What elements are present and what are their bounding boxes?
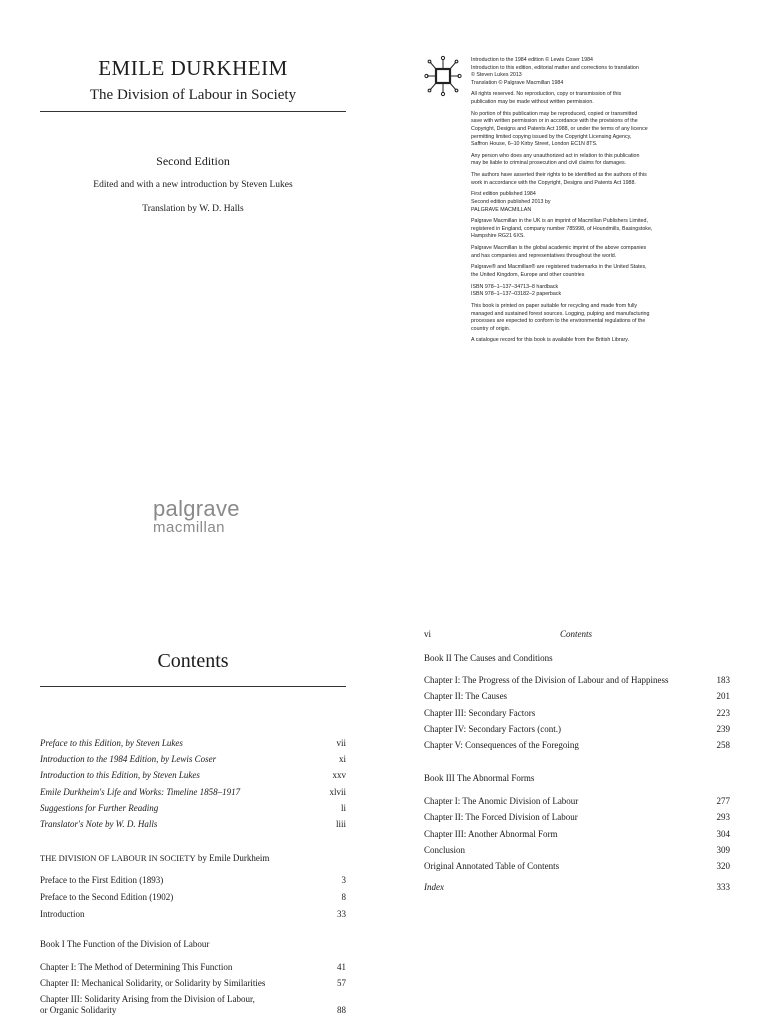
toc-entry-title (40, 978, 316, 989)
toc-entry[interactable] (40, 978, 346, 989)
toc-entry-title (424, 724, 700, 735)
copyright-paragraph (471, 284, 711, 299)
copyright-line: Second edition published 2013 by (471, 198, 551, 205)
toc-entry-title-line: Emile Durkheim's Life and Works: Timeline 1858–1917 (40, 786, 241, 797)
toc-entry-title (40, 803, 316, 814)
toc-entry[interactable] (40, 909, 346, 920)
book-3-heading: Book III The Abnormal Forms (424, 773, 535, 783)
toc-entry-title (424, 675, 700, 686)
copyright-line: processes are expected to conform to the environmental regulations of the (471, 318, 646, 325)
toc-page-number: 57 (337, 978, 346, 989)
copyright-line: This book is printed on paper suitable for recycling and made from fully (471, 302, 638, 309)
copyright-line: No portion of this publication may be reproduced, copied or transmitted (471, 110, 638, 117)
copyright-paragraph (471, 57, 711, 87)
copyright-page (384, 0, 768, 600)
toc-entry-title-line: Chapter III: Solidarity Arising from the Division of Labour, (40, 994, 255, 1005)
toc-entry-title (40, 994, 316, 1016)
copyright-line: and has companies and representatives throughout the world. (471, 252, 617, 259)
toc-entry[interactable] (40, 738, 346, 749)
toc-page-number: 333 (716, 882, 730, 892)
book-1-heading: Book I The Function of the Division of Labour (40, 939, 210, 949)
toc-entry[interactable] (40, 962, 346, 973)
copyright-line: Palgrave Macmillan in the UK is an imprint of Macmillan Publishers Limited, (471, 218, 648, 225)
toc-entry-title (424, 708, 700, 719)
toc-entry[interactable] (424, 845, 730, 856)
toc-entry-title (424, 829, 700, 840)
toc-page-number: 304 (716, 828, 730, 839)
copyright-line: Palgrave® and Macmillan® are registered trademarks in the United States, (471, 264, 647, 271)
toc-entry[interactable] (424, 829, 730, 840)
copyright-line: The authors have asserted their rights to be identified as the authors of this (471, 172, 647, 179)
copyright-line: registered in England, company number 785998, of Houndmills, Basingstoke, (471, 225, 653, 232)
copyright-line: ISBN 978–1–137–03182–2 paperback (471, 291, 562, 298)
toc-entry-title (424, 882, 700, 893)
toc-page-number: xi (338, 754, 346, 765)
toc-page-number: 223 (716, 707, 730, 718)
publisher-logo-line1: palgrave (153, 496, 240, 521)
copyright-line: Any person who does any unauthorized act in relation to this publication (471, 152, 640, 159)
toc-entry-title-line: Introduction (40, 908, 85, 919)
contents-divider (40, 686, 346, 687)
toc-entry-title-line: Preface to the Second Edition (1902) (40, 891, 174, 902)
toc-page-number: 201 (716, 691, 730, 702)
toc-entry[interactable] (40, 754, 346, 765)
copyright-paragraph (471, 303, 711, 333)
toc-entry-title (424, 845, 700, 856)
copyright-line: © Steven Lukes 2013 (471, 72, 522, 79)
toc-entry-title (40, 909, 316, 920)
toc-entry[interactable] (424, 675, 730, 686)
toc-entry-title-line: Suggestions for Further Reading (40, 802, 159, 813)
copyright-paragraph (471, 153, 711, 168)
book-title: The Division of Labour in Society (89, 87, 297, 103)
toc-page-number: 3 (341, 875, 346, 885)
toc-entry[interactable] (424, 708, 730, 719)
editor-credit: Edited and with a new introduction by Steven Lukes (93, 180, 293, 190)
toc-entry-title-line: Chapter V: Consequences of the Foregoing (424, 740, 579, 751)
toc-entry-title (40, 962, 316, 973)
copyright-line: Saffron House, 6–10 Kirby Street, London EC1N 8TS. (471, 141, 598, 148)
copyright-text (471, 57, 711, 349)
toc-entry-title-line: Introduction to the 1984 Edition, by Lewis Coser (40, 754, 217, 765)
copyright-line: Copyright, Designs and Patents Act 1988, or under the terms of any licence (471, 125, 648, 132)
toc-page-number: 183 (716, 675, 730, 685)
toc-page-number: xlvii (329, 786, 346, 797)
copyright-line: the United Kingdom, Europe and other countries (471, 272, 585, 278)
title-divider (40, 111, 346, 112)
toc-entry-title-line: Preface to the First Edition (1893) (40, 875, 164, 885)
copyright-line: managed and sustained forest sources. Logging, pulping and manufacturing (471, 310, 650, 317)
copyright-line: All rights reserved. No reproduction, copy or transmission of this (471, 91, 622, 98)
copyright-line: ISBN 978–1–137–34713–8 hardback (471, 283, 559, 290)
folio-number: vi (424, 629, 432, 639)
toc-entry-title (424, 812, 700, 823)
publisher-logo-line2: macmillan (153, 519, 226, 536)
copyright-line: A catalogue record for this book is available from the British Library. (471, 337, 630, 344)
toc-entry[interactable] (40, 994, 346, 1016)
toc-entry[interactable] (424, 724, 730, 735)
contents-page-1 (0, 600, 384, 1024)
title-page (0, 0, 384, 600)
copyright-line: country of origin. (471, 325, 511, 332)
toc-entry[interactable] (424, 861, 730, 872)
toc-page-number: 277 (716, 796, 730, 806)
toc-entry-title-line: Chapter II: The Causes (424, 691, 508, 702)
main-work-author: by Emile Durkheim (195, 853, 270, 863)
toc-entry-title-line: Original Annotated Table of Contents (424, 861, 560, 872)
copyright-line: Palgrave Macmillan is the global academic imprint of the above companies (471, 245, 647, 252)
toc-entry-title-line: Chapter III: Another Abnormal Form (424, 828, 558, 839)
contents-heading: Contents (157, 650, 229, 672)
copyright-line: save with written permission or in accordance with the provisions of the (471, 118, 638, 125)
toc-entry-title-line: Chapter II: The Forced Division of Labour (424, 812, 578, 823)
toc-entry-title-line: Preface to this Edition, by Steven Lukes (40, 738, 183, 748)
copyright-line: may be liable to criminal prosecution and civil claims for damages. (471, 160, 627, 167)
copyright-line: First edition published 1984 (471, 191, 536, 198)
toc-page-number: 41 (337, 962, 346, 972)
toc-entry-title-line: or Organic Solidarity (40, 1005, 117, 1016)
toc-entry[interactable] (40, 787, 346, 798)
copyright-paragraph (471, 191, 711, 214)
copyright-line: Hampshire RG21 6XS. (471, 233, 525, 240)
copyright-line: permitting limited copying issued by the Copyright Licensing Agency, (471, 133, 632, 140)
toc-page-number: 309 (716, 844, 730, 855)
toc-entry[interactable] (424, 691, 730, 702)
toc-entry-title (40, 892, 316, 903)
copyright-paragraph (471, 218, 711, 241)
running-head: Contents (560, 629, 593, 639)
toc-entry-title (40, 754, 316, 765)
copyright-paragraph (471, 337, 711, 345)
toc-entry[interactable] (40, 803, 346, 814)
toc-page-number: liii (335, 819, 346, 829)
toc-entry-title (40, 738, 316, 749)
toc-entry[interactable] (40, 770, 346, 781)
toc-page-number: 293 (716, 812, 730, 823)
toc-page-number: vii (336, 738, 346, 748)
edition-label: Second Edition (156, 154, 230, 168)
toc-entry[interactable] (424, 882, 730, 893)
toc-page-number: 8 (341, 891, 346, 902)
toc-entry-title-line: Chapter I: The Progress of the Division of Labour and of Happiness (424, 675, 669, 685)
toc-page-number: 239 (716, 723, 730, 734)
translator-credit: Translation by W. D. Halls (142, 204, 244, 214)
copyright-line: PALGRAVE MACMILLAN (471, 206, 532, 213)
toc-page-number: li (340, 802, 346, 813)
toc-entry-title-line: Introduction to this Edition, by Steven Lukes (40, 770, 200, 781)
toc-entry-title-line: Index (424, 882, 444, 892)
book-2-heading: Book II The Causes and Conditions (424, 653, 553, 663)
toc-entry-title-line: Translator's Note by W. D. Halls (40, 819, 158, 829)
toc-entry[interactable] (40, 875, 346, 886)
main-work-heading (40, 853, 269, 863)
toc-entry[interactable] (424, 796, 730, 807)
toc-entry-title (40, 787, 316, 798)
toc-entry[interactable] (424, 812, 730, 823)
toc-entry-title-line: Chapter II: Mechanical Solidarity, or Solidarity by Similarities (40, 978, 266, 989)
copyright-line: Translation © Palgrave Macmillan 1984 (471, 79, 564, 86)
toc-entry-title-line: Chapter III: Secondary Factors (424, 707, 536, 718)
main-work-title: THE DIVISION OF LABOUR IN SOCIETY (40, 853, 196, 863)
copyright-line: publication may be made without written permission. (471, 99, 594, 106)
book-author: EMILE DURKHEIM (98, 56, 288, 80)
toc-entry[interactable] (40, 819, 346, 830)
toc-entry-title (40, 875, 316, 886)
toc-page-number: 258 (716, 740, 730, 751)
toc-entry-title (40, 819, 316, 830)
toc-page-number: 33 (337, 908, 346, 919)
toc-entry-title (40, 770, 316, 781)
copyright-paragraph (471, 172, 711, 187)
toc-entry-title (424, 691, 700, 702)
copyright-line: Introduction to the 1984 edition © Lewis Coser 1984 (471, 57, 593, 63)
toc-entry-title (424, 740, 700, 751)
toc-page-number: 320 (716, 861, 730, 872)
ornamental-emblem-icon (424, 54, 462, 98)
toc-entry-title-line: Chapter IV: Secondary Factors (cont.) (424, 723, 562, 734)
toc-page-number: xxv (332, 770, 346, 781)
copyright-paragraph (471, 264, 711, 279)
toc-entry-title-line: Chapter I: The Anomic Division of Labour (424, 796, 579, 806)
copyright-paragraph (471, 245, 711, 260)
copyright-line: work in accordance with the Copyright, Designs and Patents Act 1988. (471, 179, 636, 186)
copyright-line: Introduction to this edition, editorial matter and corrections to translation (471, 64, 639, 71)
copyright-paragraph (471, 91, 711, 106)
toc-entry[interactable] (424, 740, 730, 751)
contents-page-2 (384, 600, 768, 1024)
copyright-paragraph (471, 111, 711, 149)
toc-entry-title (424, 796, 700, 807)
toc-entry[interactable] (40, 892, 346, 903)
toc-entry-title (424, 861, 700, 872)
toc-entry-title-line: Conclusion (424, 844, 466, 855)
toc-page-number: 88 (337, 1005, 346, 1016)
toc-entry-title-line: Chapter I: The Method of Determining This Function (40, 962, 233, 972)
